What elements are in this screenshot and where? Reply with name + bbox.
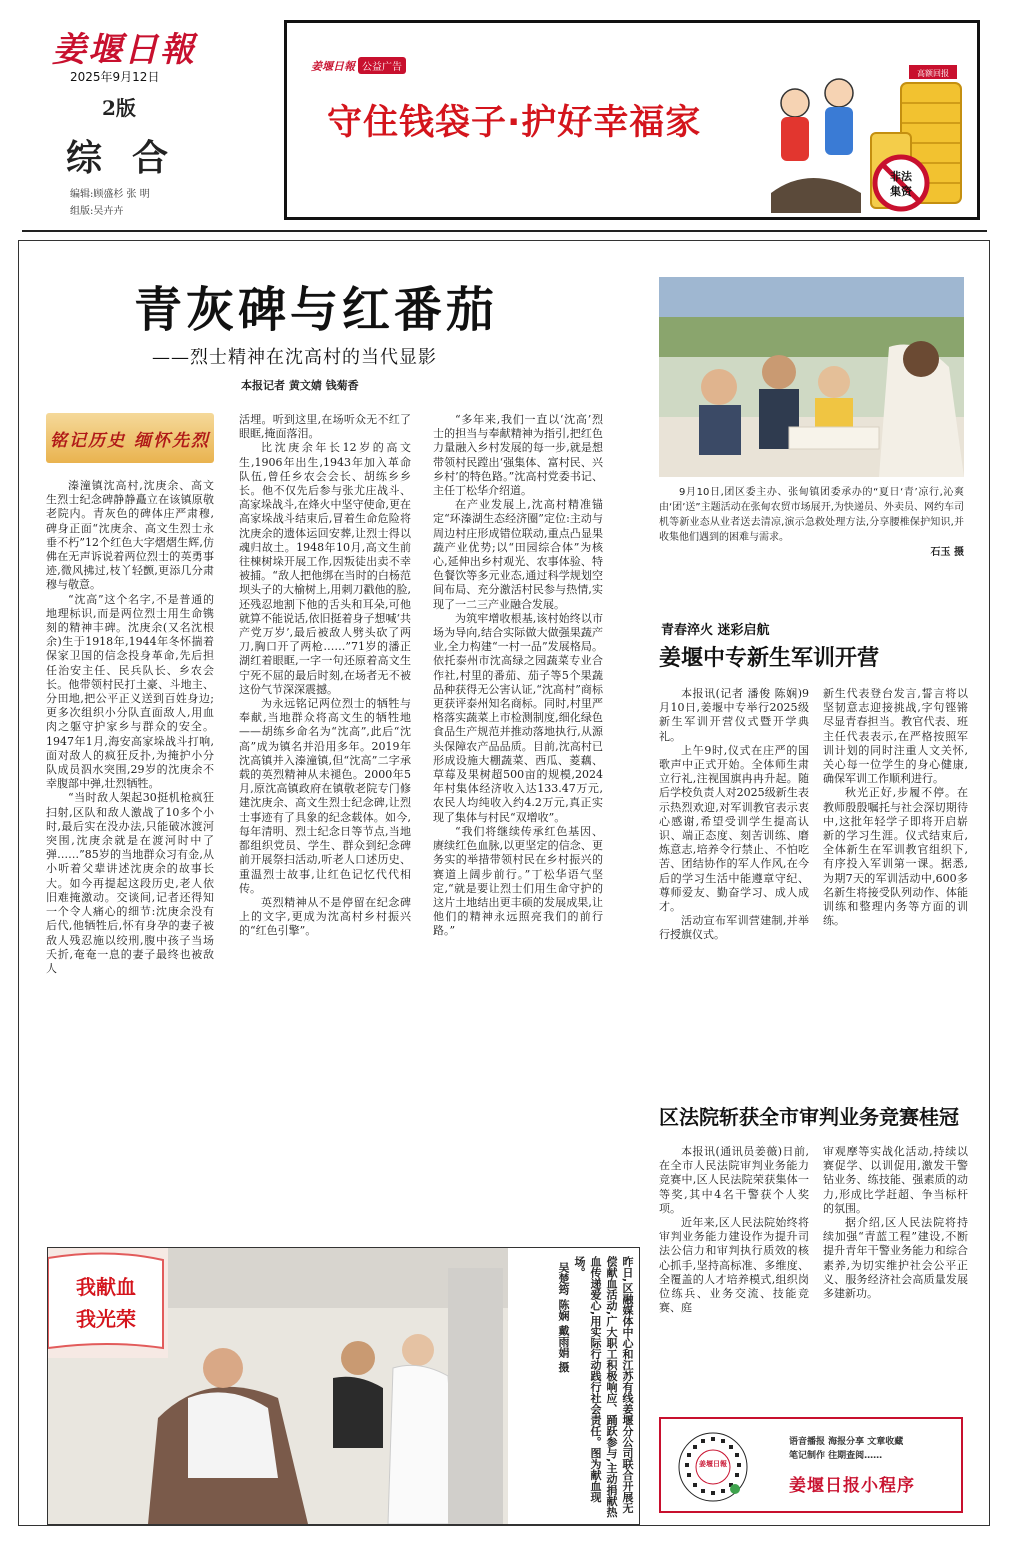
- caption-text: 昨日,区融媒体中心和江苏有线姜堰分公司联合开展无偿献血活动,广大职工积极响应、踊跃参与,主动捐献热血传递爱心,用实际行动践行社会责任。图为献血现场。: [573, 1256, 634, 1518]
- page-frame: [18, 240, 990, 1526]
- main-story-title[interactable]: 青灰碑与红番茄: [134, 282, 499, 338]
- paragraph: 上午9时,仪式在庄严的国歌声中正式开始。全体师生肃立行礼,注视国旗冉冉升起。随后学校负责人对2025级新生表示热烈欢迎,对军训教官表示衷心感谢,希望受训学生提高认识、端正态度、刻苦训练、磨炼意志,培养令行禁止、不怕吃苦、团结协作的军人作风,在今后的学习生活中能遵章守纪、尊师爱友、勤奋学习、成人成才。: [659, 743, 809, 914]
- paragraph: 审观摩等实战化活动,持续以赛促学、以训促用,激发干警钻业务、练技能、强素质的动力,形成比学赶超、争当标杆的氛围。: [823, 1145, 968, 1215]
- paragraph: 近年来,区人民法院始终将审判业务能力建设作为提升司法公信力和审判执行质效的核心抓手,坚持高标准、多维度、全覆盖的人才培养模式,组织岗位练兵、业务交流、技能竞赛、庭: [659, 1216, 809, 1315]
- svg-text:集资: 集资: [890, 185, 912, 198]
- section-name: 综合: [66, 137, 199, 179]
- features-line: 语音播报 海报分享 文章收藏: [789, 1437, 904, 1447]
- main-story-subtitle: ——烈士精神在沈高村的当代显影: [152, 347, 437, 368]
- story2-title[interactable]: 姜堰中专新生军训开营: [659, 646, 880, 671]
- paragraph: 活动宣布军训营建制,并举行授旗仪式。: [659, 914, 809, 942]
- masthead: [22, 12, 987, 227]
- issue-date: 2025年9月12日: [70, 70, 160, 84]
- paragraph: 活埋。听到这里,在场听众无不红了眼眶,掩面落泪。: [239, 413, 411, 441]
- illegal-fundraising-stop-icon: [875, 157, 927, 209]
- paragraph: “我们将继续传承红色基因、赓续红色血脉,以更坚定的信念、更务实的举措带领村民在乡村振兴的赛道上阔步前行。”丁松华语气坚定,“就是要让烈士们用生命守护的这片土地结出更丰硕的发展成果,让他们的精神永远照亮我们的前行路。”: [433, 824, 603, 938]
- ad-tag-logo: 姜堰日報: [311, 59, 355, 73]
- paragraph: “多年来,我们一直以‘沈高’烈士的担当与奉献精神为指引,把红色力量融入乡村发展的每一步,就是想带领村民蹚出‘强集体、富村民、兴乡村’的特色路。”沈高村党委书记、主任丁松华介绍道。: [433, 413, 603, 498]
- photo-credit: 吴楚筠 陈娴 戴雨娟 摄: [557, 1262, 570, 1373]
- editor-line: 编辑:顾盛杉 张 明: [70, 189, 150, 200]
- paragraph: 英烈精神从不是停留在纪念碑上的文字,更成为沈高村乡村振兴的“红色引擎”。: [239, 895, 411, 938]
- story3-column-2: [823, 1145, 968, 1415]
- features-line: 笔记制作 往期查阅……: [789, 1451, 883, 1461]
- column-badge-text: 铭记历史 缅怀先烈: [50, 430, 210, 451]
- blood-donation-caption: [510, 1256, 635, 1520]
- photo-credit: 石玉 摄: [930, 547, 964, 558]
- volunteer-event-photo[interactable]: [659, 277, 964, 477]
- blood-donation-photo[interactable]: [48, 1248, 508, 1524]
- story2-kicker: 青春淬火 迷彩启航: [661, 623, 770, 638]
- mini-program-name[interactable]: 姜堰日报小程序: [789, 1476, 915, 1496]
- paragraph: 新生代表登台发言,誓言将以坚韧意志迎接挑战,字句铿锵尽显青春担当。教官代表、班主任代表表示,在严格按照军训计划的同时注重人文关怀,关心每一位学生的身心健康,确保军训工作顺利进行。: [823, 687, 968, 786]
- mini-program-features: [789, 1435, 903, 1463]
- svg-text:高额回报: 高额回报: [917, 69, 949, 78]
- ad-illustration: [751, 43, 971, 218]
- main-story-column-1: [46, 479, 214, 1201]
- paragraph: 本报讯(记者 潘俊 陈娴)9月10日,姜堰中专举行2025级新生军训开营仪式暨开学典礼。: [659, 687, 809, 743]
- svg-text:我献血: 我献血: [76, 1275, 136, 1299]
- edition-number: 2版: [102, 96, 136, 120]
- main-story-column-2: [239, 413, 411, 1201]
- banner: [48, 1253, 163, 1348]
- blood-donation-photo-illustration: [48, 1248, 508, 1524]
- story2-column-1: [659, 687, 809, 1117]
- story2-column-2: [823, 687, 968, 1117]
- paragraph: “当时敌人架起30挺机枪疯狂扫射,区队和敌人激战了10多个小时,最后实在没办法,只能破冰渡河突围,沈庚余就是在渡河时中了弹……”85岁的当地群众习有金,从小听着父辈讲述沈庚余的故事长大。如今再提起这段历史,老人依旧难掩激动。交谈间,记者还得知一个令人痛心的细节:沈庚余没有后代,他牺牲后,怀有身孕的妻子被敌人残忍施以绞刑,腹中孩子当场夭折,奄奄一息的妻子最终也被敌人: [46, 791, 214, 975]
- column-badge: [46, 413, 214, 463]
- paragraph: 在产业发展上,沈高村精准锚定“环溱湖生态经济圈”定位:主动与周边村庄形成错位联动,重点凸显果蔬产业优势;以“田园综合体”为核心,延伸出乡村观光、农事体验、特色餐饮等多元业态,通过科学规划空间布局、充分激活村民参与热情,实现了一二三产业融合发展。: [433, 498, 603, 611]
- volunteer-event-photo-illustration: [659, 277, 964, 477]
- svg-text:非法: 非法: [890, 170, 912, 183]
- ad-tag: [311, 57, 406, 74]
- editor-credits: [70, 186, 150, 220]
- high-return-sign: [909, 65, 957, 79]
- main-story-column-3: [433, 413, 603, 1201]
- public-service-ad[interactable]: [284, 20, 980, 220]
- paragraph: “沈高”这个名字,不是普通的地理标识,而是两位烈士用生命镌刻的精神丰碑。沈庚余(又名沈根余)生于1918年,1944年冬怀揣着保家卫国的信念投身革命,先后担任治安主任、民兵队长、乡农会长。他带领村民打土豪、斗地主、分田地,把公平正义送到百姓身边;更多次组织小分队直面敌人,用血肉之躯守护家乡与群众的安全。1947年1月,海安高家垛战斗打响,面对敌人的疯狂反扑,为掩护小分队成员泅水突围,29岁的沈庚余不幸腹部中弹,壮烈牺牲。: [46, 592, 214, 791]
- paragraph: 秋光正好,步履不停。在教师殷殷嘱托与社会深切期待中,这批年轻学子即将开启崭新的学习生涯。仪式结束后,全体新生在军训教官组织下,有序投入军训第一课。据悉,为期7天的军训活动中,600多名新生将接受队列动作、体能训练和整理内务等方面的训练。: [823, 786, 968, 928]
- blood-donation-story: [47, 1247, 640, 1525]
- caption-text: 9月10日,团区委主办、张甸镇团委承办的“夏日‘青’凉行,沁爽由‘团’送”主题活动在张甸农贸市场展开,为快递员、外卖员、网约车司机等新业态从业者送去清凉,演示急救处理方法,分享腰椎保护知识,并收集他们遇到的困难与需求。: [659, 487, 964, 543]
- mini-program-promo[interactable]: [659, 1417, 963, 1513]
- layout-editor-line: 组版:吴卉卉: [70, 206, 124, 217]
- story3-title[interactable]: 区法院斩获全市审判业务竞赛桂冠: [659, 1105, 959, 1129]
- paragraph: 本报讯(通讯员姜薇)日前,在全市人民法院审判业务能力竞赛中,区人民法院荣获集体一等奖,其中4名干警获个人奖项。: [659, 1145, 809, 1215]
- ad-tag-label: 公益广告: [358, 57, 406, 74]
- paragraph: 为永远铭记两位烈士的牺牲与奉献,当地群众将高文生的牺牲地——胡练乡命名为“沈高”,此后“沈高”成为镇名并沿用多年。2019年沈高镇并入溱潼镇,但“沈高”二字承载的英烈精神从未褪色。2000年5月,原沈高镇政府在镇敬老院专门修建沈庚余、高文生烈士纪念碑,让烈士事迹有了具象的纪念载体。如今,每年清明、烈士纪念日等节点,当地都组织党员、学生、群众到纪念碑前开展祭扫活动,听老人口述历史、重温烈士故事,让红色记忆代代相传。: [239, 697, 411, 895]
- qr-code-icon[interactable]: [677, 1431, 749, 1503]
- svg-text:姜堰日報: 姜堰日報: [699, 1459, 727, 1468]
- people-illustration-icon: [771, 79, 861, 213]
- svg-text:我光荣: 我光荣: [76, 1307, 136, 1331]
- story3-column-1: [659, 1145, 809, 1415]
- paragraph: 为筑牢增收根基,该村始终以市场为导向,结合实际做大做强果蔬产业,全力构建“一村一品”发展格局。依托泰州市沈高绿之园蔬菜专业合作社,村里的番茄、茄子等5个果蔬品种获得无公害认证,“沈高村”商标更获评泰州知名商标。同时,村里严格落实蔬菜上市检测制度,细化绿色食品生产规范并推动落地执行,从源头保障农产品品质。目前,沈高村已形成设施大棚蔬菜、西瓜、菱藕、草莓及果树超500亩的规模,2024年村集体经济收入达133.47万元,农民人均纯收入约4.2万元,真正实现了集体与村民“双增收”。: [433, 611, 603, 824]
- ad-slogan: 守住钱袋子·护好幸福家: [327, 103, 702, 143]
- header-rule: [22, 230, 987, 232]
- paragraph: 比沈庚余年长12岁的高文生,1906年出生,1943年加入革命队伍,曾任乡农会会长、胡练乡乡长。他不仅先后参与张尤庄战斗、高家垛战斗,在烽火中坚守使命,更在高家垛战斗结束后,冒着生命危险将沈庚余的遗体运回安葬,让烈士得以魂归故土。1948年10月,高文生前往棟树垛开展工作,因叛徒出卖不幸被捕。“敌人把他绑在当时的白杨范坝头子的大榆树上,用刺刀戳他的脸,还残忍地割下他的舌头和耳朵,可他就算不能说话,依旧挺着身子想喊‘共产党万岁’,最后被敌人劈头砍了两刀,胸口开了两枪……”71岁的潘正湖红着眼眶,一字一句还原着高文生宁死不屈的最后时刻,在场者无不被这份气节深深震撼。: [239, 441, 411, 696]
- paragraph: 据介绍,区人民法院将持续加强“青蓝工程”建设,不断提升青年干警业务能力和综合素养,为切实维护社会公平正义、服务经济社会高质量发展多建新功。: [823, 1216, 968, 1301]
- newspaper-logo[interactable]: 姜堰日報: [52, 30, 196, 70]
- paragraph: 溱潼镇沈高村,沈庚余、高文生烈士纪念碑静静矗立在该镇原敬老院内。青灰色的碑体庄严肃穆,碑身正面“沈庚余、高文生烈士永垂不朽”12个红色大字熠熠生辉,仿佛在无声诉说着两位烈士的英勇事迹,微风拂过,枝丫轻颤,更添几分肃穆与敬意。: [46, 479, 214, 592]
- volunteer-photo-caption: [659, 485, 964, 560]
- main-story-byline: 本报记者 黄文婧 钱菊香: [241, 379, 359, 392]
